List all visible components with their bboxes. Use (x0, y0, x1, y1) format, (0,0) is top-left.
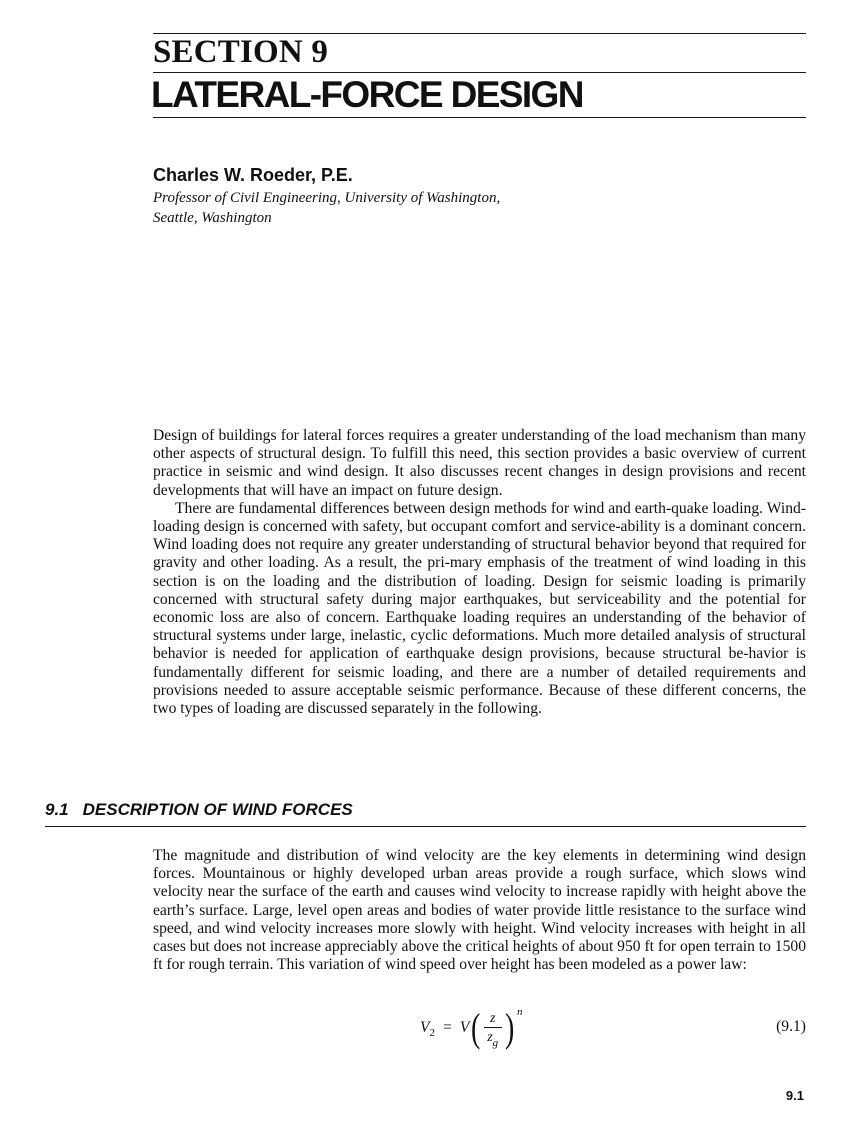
eq-denominator (487, 1029, 499, 1049)
section-label: SECTION 9 (153, 34, 329, 70)
affiliation-line-2: Seattle, Washington (153, 210, 272, 226)
author-name: Charles W. Roeder, P.E. (153, 165, 353, 185)
eq-denominator-sub: g (492, 1036, 499, 1049)
wind-text (153, 847, 806, 974)
intro-paragraph-1: Design of buildings for lateral forces requires a greater understanding of the load mechanism than many other aspects of structural design. To fulfill this need, this section provides a basic overview of current practice in seismic and wind design. It also discusses recent changes in design provisions and recent developments that will have an impact on future design. (153, 427, 806, 499)
section-number: 9.1 (45, 800, 69, 819)
affiliation-line-1: Professor of Civil Engineering, University of Washington, (153, 190, 501, 206)
section-title: DESCRIPTION OF WIND FORCES (82, 800, 353, 819)
eq-rhs-var: V (459, 1019, 470, 1036)
eq-fraction (484, 1010, 502, 1049)
section-rule (45, 826, 806, 827)
eq-lhs-sub: 2 (429, 1027, 436, 1039)
author-affiliation (153, 188, 713, 228)
eq-denominator-var: z (487, 1029, 493, 1045)
title-rule (153, 72, 806, 73)
eq-exponent: n (517, 1006, 523, 1018)
section-heading-9-1 (45, 799, 353, 821)
eq-close-paren: ) (504, 1005, 515, 1050)
eq-numerator: z (489, 1010, 496, 1026)
eq-fraction-bar (484, 1027, 502, 1028)
page-number: 9.1 (785, 1088, 804, 1103)
intro-paragraph-2: There are fundamental differences between design methods for wind and earth-quake loading. Wind-loading design is concerned with safety, but occupant comfort and service-ability is a dominant concern. Wind loading does not require any greater understanding of structural behavior beyond that required for gravity and other loading. As a result, the pri-mary emphasis of the treatment of wind loading in this section is on the loading and the distribution of loading. Design for seismic loading is primarily concerned with structural safety during major earthquakes, but serviceability and the potential for economic loss are also of concern. Earthquake loading requires an understanding of the behavior of structural systems under large, inelastic, cyclic deformations. Much more detailed analysis of structural behavior is needed for application of earthquake design provisions, because structural be-havior is fundamentally different for seismic loading, and there are a number of detailed requirements and provisions needed to assure acceptable seismic performance. Because of these different concerns, the two types of loading are discussed separately in the following. (153, 499, 806, 718)
eq-lhs-var: V (420, 1019, 430, 1036)
eq-equals: = (443, 1019, 452, 1036)
wind-paragraph-1: The magnitude and distribution of wind velocity are the key elements in determining wind design forces. Mountainous or highly developed urban areas provide a rough surface, which slows wind velocity near the surface of the earth and causes wind velocity to increase rapidly with height above the earth’s surface. Large, level open areas and bodies of water provide little resistance to the surface wind speed, and wind velocity increases more slowly with height. Wind velocity increases with height in all cases but does not increase appreciably above the critical heights of about 950 ft for open terrain to 1500 ft for rough terrain. This variation of wind speed over height has been modeled as a power law: (153, 847, 806, 974)
chapter-title: LATERAL-FORCE DESIGN (151, 74, 583, 115)
equation-number: (9.1) (776, 1018, 806, 1035)
intro-text (153, 427, 806, 718)
bottom-title-rule (153, 117, 806, 118)
equation-9-1 (420, 1005, 523, 1051)
eq-open-paren: ( (471, 1005, 481, 1050)
